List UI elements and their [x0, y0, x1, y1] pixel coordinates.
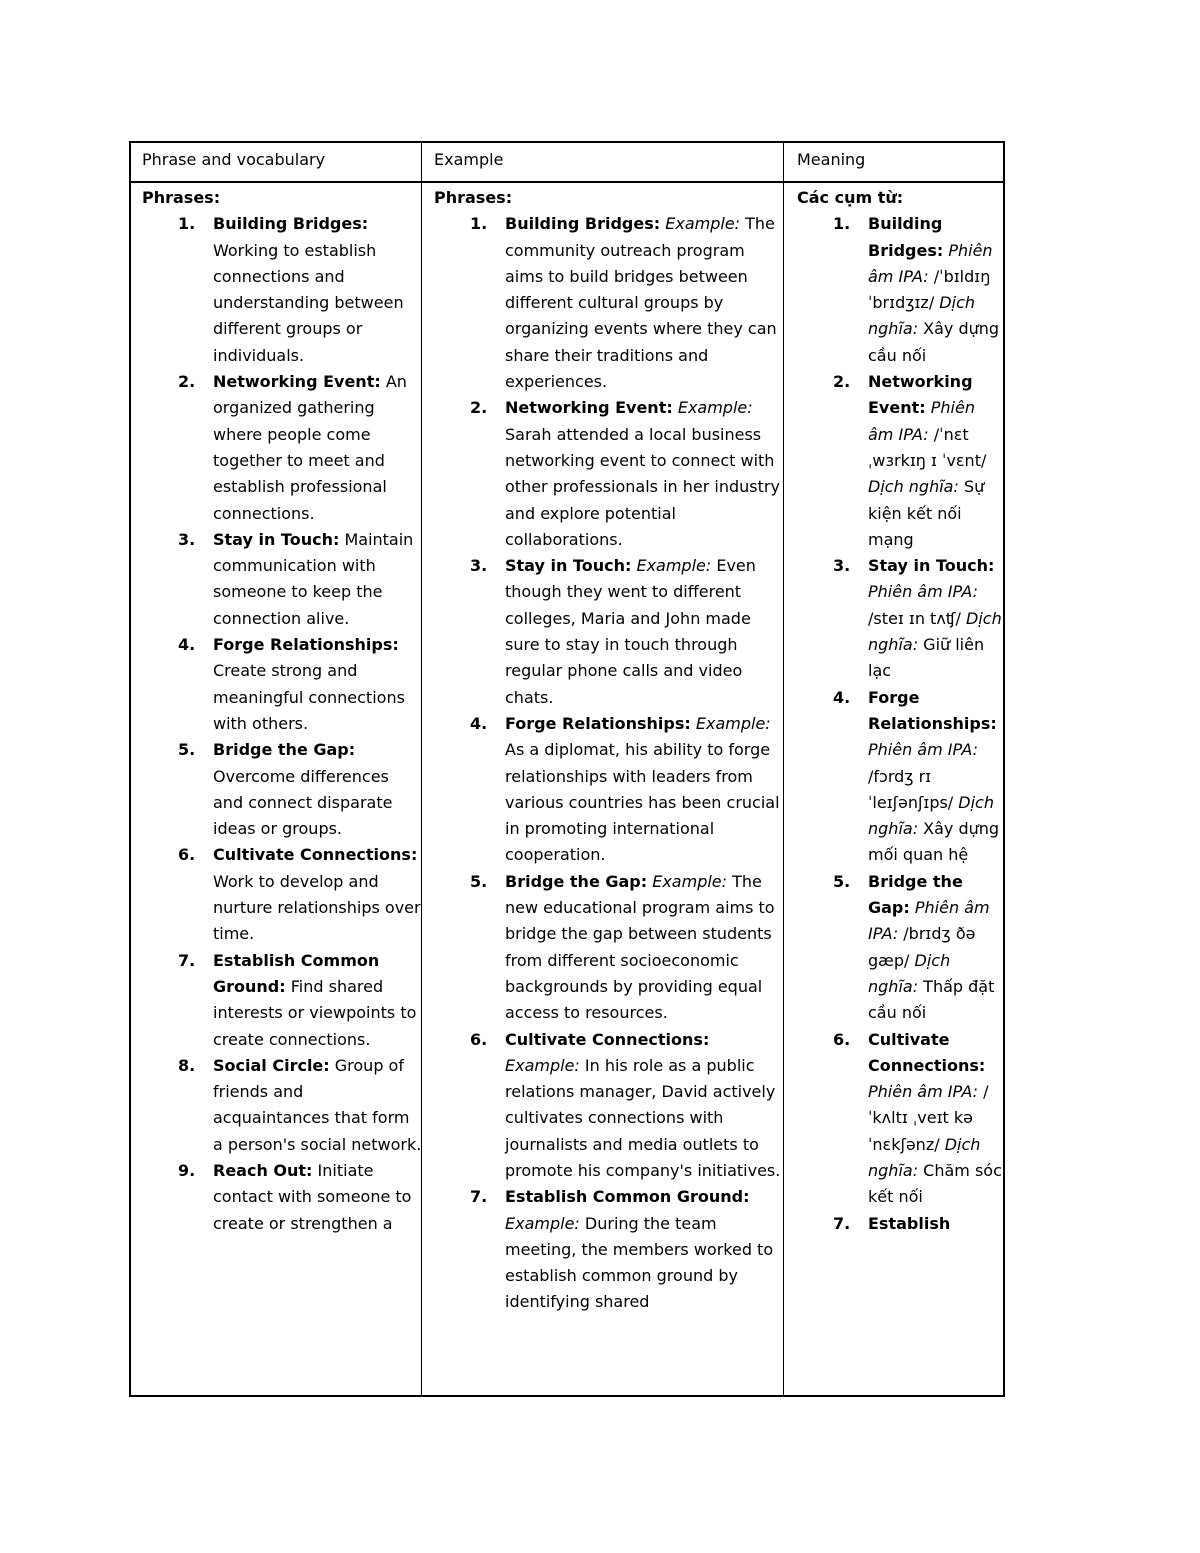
phrases-heading: Phrases:	[142, 188, 221, 207]
list-item: 2. Networking Event: Example: Sarah attended a local business networking event to connect with other professionals in her industry and explore potential collaborations.	[470, 398, 780, 549]
vocabulary-table	[129, 141, 1005, 1397]
header-phrase-vocabulary: Phrase and vocabulary	[142, 150, 326, 169]
phrases-heading-vi: Các cụm từ:	[797, 188, 904, 207]
table-header-row	[131, 143, 1003, 183]
list-item: 5. Bridge the Gap: Overcome differences and connect disparate ideas or groups.	[178, 740, 393, 839]
list-item: 3. Stay in Touch: Example: Even though they went to different colleges, Maria and John made sure to stay in touch through regular phone calls and video chats.	[470, 556, 756, 707]
list-item: 9. Reach Out: Initiate contact with someone to create or strengthen a	[178, 1160, 412, 1233]
list-item: 5. Bridge the Gap: Example: The new educational program aims to bridge the gap between students from different socioeconomic backgrounds by providing equal access to resources.	[470, 871, 775, 1023]
list-item: 6. Cultivate Connections: Example: In his role as a public relations manager, David actively cultivates connections with journalists and media outlets to promote his company's initiatives.	[470, 1029, 781, 1180]
list-item: 7. Establish Common Ground: Example: During the team meeting, the members worked to establish common ground by identifying shared	[470, 1187, 774, 1312]
list-item: 4. Forge Relationships: Phiên âm IPA: /fɔrdʒ rɪ ˈleɪʃənʃɪps/ Dịch nghĩa: Xây dựng mối quan hệ	[833, 687, 1000, 865]
list-item: 8. Social Circle: Group of friends and acquaintances that form a person's social network.	[178, 1055, 422, 1154]
meaning-list	[797, 211, 1003, 1237]
list-item: 6. Cultivate Connections: Phiên âm IPA: /ˈkʌltɪ ˌveɪt kə ˈnɛkʃənz/ Dịch nghĩa: Chăm sóc kết nối	[833, 1029, 1002, 1207]
header-meaning: Meaning	[797, 150, 866, 169]
example-list	[434, 211, 784, 1315]
header-example: Example	[434, 150, 504, 169]
list-item: 4. Forge Relationships: Create strong and meaningful connections with others.	[178, 635, 405, 733]
meaning-column	[785, 183, 1003, 1397]
list-item: 1. Building Bridges: Example: The community outreach program aims to build bridges between different cultural groups by organizing events where they can share their traditions and experiences.	[470, 214, 777, 392]
list-item: 4. Forge Relationships: Example: As a diplomat, his ability to forge relationships with leaders from various countries has been crucial in promoting international cooperation.	[470, 713, 780, 865]
list-item: 2. Networking Event: Phiên âm IPA: /ˈnɛt ˌwɜrkɪŋ ɪ ˈvɛnt/ Dịch nghĩa: Sự kiện kết nối mạng	[833, 372, 987, 549]
list-item: 1. Building Bridges: Working to establish connections and understanding between different groups or individuals.	[178, 214, 404, 365]
list-item: 7. Establish Common Ground: Find shared interests or viewpoints to create connections.	[178, 950, 417, 1049]
list-item: 3. Stay in Touch: Maintain communication with someone to keep the connection alive.	[178, 529, 414, 628]
list-item: 7. Establish	[833, 1213, 951, 1233]
list-item: 3. Stay in Touch: Phiên âm IPA: /steɪ ɪn tʌʧ/ Dịch nghĩa: Giữ liên lạc	[833, 556, 1002, 681]
table-body-row	[131, 183, 1003, 1397]
list-item: 6. Cultivate Connections: Work to develop and nurture relationships over time.	[178, 845, 421, 944]
list-item: 1. Building Bridges: Phiên âm IPA: /ˈbɪldɪŋ ˈbrɪdʒɪz/ Dịch nghĩa: Xây dựng cầu nối	[833, 214, 1000, 365]
phrase-column	[131, 183, 422, 1397]
list-item: 2. Networking Event: An organized gathering where people come together to meet and establish professional connections.	[178, 372, 407, 523]
list-item: 5. Bridge the Gap: Phiên âm IPA: /brɪdʒ ðə gæp/ Dịch nghĩa: Thấp đặt cầu nối	[833, 871, 995, 1023]
phrases-heading: Phrases:	[434, 188, 513, 207]
phrase-list	[142, 211, 422, 1237]
example-column	[423, 183, 784, 1397]
